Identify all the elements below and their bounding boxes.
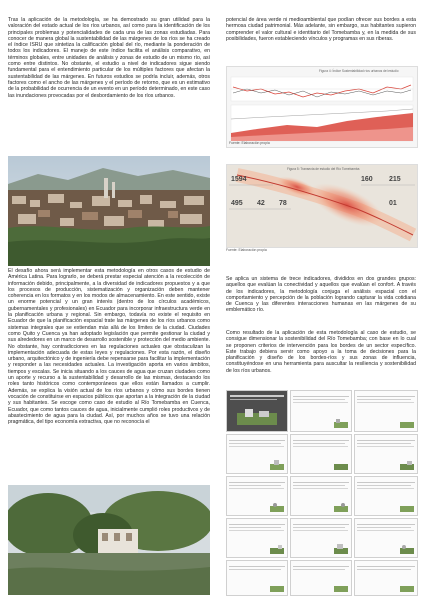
sustainability-index-figure bbox=[226, 66, 418, 148]
right-paragraph-2: Se aplica un sistema de trece indicadores, divididos en dos grandes grupos: aquellos que evalúan la conectividad y aquellos que evalúan el confort. A través de los indicadores, la metodología conjuga el análisis espacial con el comportamiento y percepción de la población logrando capturar la vida cotidiana de Cuenca y las diferentes interacciones humanas en las márgenes de su emblemático río. bbox=[226, 276, 416, 314]
criteria-card-header bbox=[226, 390, 288, 432]
left-paragraph-1: Tras la aplicación de la metodología, se ha demostrado su gran utilidad para la valoración del estado actual de los ríos urbanos, así como para la identificación de los principales problemas y potencialidades de cada una de las zonas estudiadas. Para conocer de manera global la sustentabilidad de las márgenes de los ríos se ha creado el índice ISRU que sintetiza la calificación global del río, mediante la ponderación de todos los indicadores. El manejo de este índice facilita el análisis comparativo, en términos globales, entre unidades de análisis y zonas de estudio de un mismo río, así como entre distintos. No obstante, el estudio a nivel de indicadores sigue siendo fundamental para el entendimiento particular de los múltiples factores que afectan la sustentabilidad de las márgenes. En futuros estudios se podría incluir, además, otros factores como el ancho de las márgenes y el período de retorno, que es un estimativo de la probabilidad de ocurrencia de un evento en un período determinado, en este caso las inundaciones provocadas por el desbordamiento de los ríos urbanos. bbox=[8, 17, 210, 99]
city-photo-illustration bbox=[8, 156, 210, 266]
criteria-card bbox=[290, 560, 352, 596]
right-paragraph-1: potencial de área verde ni medioambiental que podían ofrecer sus bordes a esta hermosa ciudad patrimonial. Más adelante, sin embargo, sus habitantes supieron comprender el valor cultural e identitario del Tomebamba y, en la medida de sus posibilidades, fueron estableciendo vínculos y programas en sus riberas. bbox=[226, 17, 416, 42]
stat-value-5: 42 bbox=[257, 200, 265, 207]
right-paragraph-3: Como resultado de la aplicación de esta metodología al caso de estudio, se consigue dimensionar la sostenibilidad del Río Tomebamba; con base en lo cual se proponen criterios de intervención para los bordes de un sector específico. Este trabajo debiera servir como apoyo a la toma de decisiones para la planificación y diseño de los bordes-ríos y sus zonas de influencia, constituyéndose en una herramienta para auscultar la resiliencia y sostenibilidad de los ríos urbanos. bbox=[226, 330, 416, 374]
figure-1-caption: Fuente: Elaboración propia bbox=[229, 141, 270, 145]
river-transect-map bbox=[226, 164, 418, 248]
stat-value-4: 495 bbox=[231, 200, 243, 207]
criteria-card bbox=[354, 390, 418, 432]
criteria-card bbox=[226, 560, 288, 596]
criteria-card bbox=[354, 434, 418, 474]
stat-value-3: 215 bbox=[389, 176, 401, 183]
index-line-chart bbox=[227, 67, 417, 147]
criteria-card bbox=[226, 476, 288, 516]
criteria-card bbox=[354, 518, 418, 558]
river-photo-illustration bbox=[8, 485, 210, 595]
stat-value-6: 78 bbox=[279, 200, 287, 207]
stat-value-1: 1594 bbox=[231, 176, 247, 183]
figure-1-title: Figura 4: Índice Sustentabilidad ríos urbanos del estudio bbox=[319, 69, 399, 73]
figure-2-title: Figura 5: Transecta de estudio del Río Tomebamba bbox=[287, 167, 360, 171]
stat-value-2: 160 bbox=[361, 176, 373, 183]
header-illustration bbox=[235, 407, 279, 427]
left-paragraph-2: El desafío ahora será implementar esta metodología en otros casos de estudio de América Latina. Para lograrlo, se deberá prestar especial atención a la recolección de información debido, principalmente, a la diversidad de indicadores propuestos y a que los procesos de producción, sistematización y organización deben mantener coherencia en los formatos y en los modos de almacenamiento. En este sentido, existe un enorme potencial y un gran interés (dentro de los círculos académicos, gubernamentales y profesionales) en Ecuador para incorporar infraestructura verde en la planificación urbana y regional. Sin embargo, todavía no existe el requisito en Ecuador de que la planificación espacial trate las márgenes de los ríos urbanos como sistemas integrales que se extiendan más allá de los límites de la ciudad. Ciudades como Quito y Cuenca ya han adoptado legislación que permite gestionar la ciudad y sus alrededores en un marco de desarrollo sostenible y protección del medio ambiente. No obstante, hay contradicciones en las regulaciones actuales que obstaculizan la implementación adecuada de estas leyes y regulaciones. Por esta razón, el diseño urbano, arquitectónico y de ingeniería debe repensarse para facilitar la implementación y responder a las necesidades actuales. La investigación aporta en varios ámbitos, tiempos y escalas. Se inicia situando a los cauces de agua que cruzan ciudades como un aporte y recurso a la sustentabilidad y desarrollo de las mismas, destacando los roles tanto históricos como contemporáneos que ellos están llamados a cumplir. Además, se explica la visión actual de los ríos urbanos y cómo sus bordes tienen vocación de constituirse en espacios públicos que aportan a la integración de la ciudad y sus habitantes. Se escoge como caso de estudio al Río Tomebamba en Cuenca, Ecuador, que como tantos cauces de agua, inicialmente cumplió roles productivos y de abastecimiento de agua para la ciudad. Así, por muchos años se tuvo una relación pragmática, del tipo economía extractiva, que no reconocía el bbox=[8, 268, 210, 426]
figure-2-caption: Fuente: Elaboración propia bbox=[226, 248, 267, 252]
intervention-criteria-grid bbox=[226, 390, 416, 595]
criteria-card bbox=[290, 476, 352, 516]
criteria-card bbox=[354, 560, 418, 596]
criteria-card bbox=[354, 476, 418, 516]
criteria-card bbox=[226, 434, 288, 474]
criteria-card bbox=[226, 518, 288, 558]
river-photo bbox=[8, 485, 210, 595]
city-photo bbox=[8, 156, 210, 266]
criteria-card bbox=[290, 390, 352, 432]
stat-value-7: 01 bbox=[389, 200, 397, 207]
criteria-card bbox=[290, 434, 352, 474]
criteria-card bbox=[290, 518, 352, 558]
